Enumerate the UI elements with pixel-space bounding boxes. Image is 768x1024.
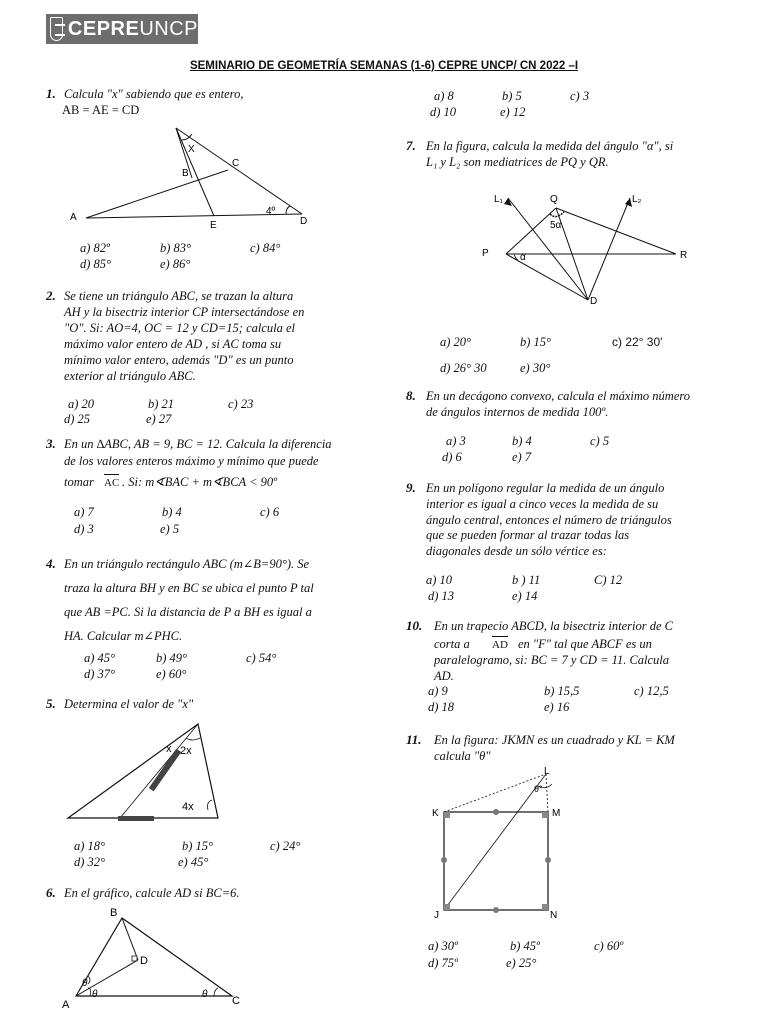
q6-fig-A: A <box>62 999 70 1011</box>
q4-number: 4. <box>46 556 56 571</box>
q2-opt-b: b) 21 <box>148 397 175 411</box>
q5-line-1: Determina el valor de "x" <box>64 697 194 711</box>
q11-fig-theta: θ° <box>534 784 543 794</box>
q9-opt-a: a) 10 <box>426 573 453 587</box>
q11-fig-L: L <box>544 766 550 777</box>
q5-opt-e: e) 45° <box>178 855 209 869</box>
q9-number: 9. <box>406 480 416 495</box>
q5-opt-a: a) 18° <box>74 839 106 853</box>
q9-opt-b: b ) 11 <box>512 573 541 587</box>
q9-opt-e: e) 14 <box>512 589 538 603</box>
q8-opt-c: c) 5 <box>590 434 610 448</box>
q4-opt-b: b) 49° <box>156 651 188 665</box>
q4-line-2: traza la altura BH y en BC se ubica el punto P tal <box>64 581 314 595</box>
q7-fig-Q: Q <box>550 194 558 205</box>
q2-line-5: mínimo valor entero, además "D" es un punto <box>64 353 294 367</box>
q3-line-3b: . Si: m∢BAC + m∢BCA < 90º <box>122 475 277 489</box>
q9-opt-d: d) 13 <box>428 589 455 603</box>
q9-line-5: diagonales desde un sólo vértice es: <box>426 544 607 558</box>
q9-line-3: ángulo central, entonces el número de triángulos <box>426 513 672 527</box>
q4-opt-e: e) 60° <box>156 667 187 681</box>
q2-number: 2. <box>46 288 56 303</box>
q6-opt-b: b) 5 <box>502 89 522 103</box>
q2-line-3: "O". Si: AO=4, OC = 12 y CD=15; calcula el <box>64 321 296 335</box>
q1-number: 1. <box>46 86 56 101</box>
q7-fig-alpha: α <box>520 252 526 263</box>
q8-opt-e: e) 7 <box>512 450 532 464</box>
q7-figure <box>480 190 695 320</box>
q1-fig-B: B <box>182 168 189 179</box>
q7-fig-D: D <box>590 296 598 307</box>
q8-opt-a: a) 3 <box>446 434 466 448</box>
q2-line-1: Se tiene un triángulo ABC, se trazan la altura <box>64 289 294 303</box>
q1-text-2: AB = AE = CD <box>62 103 140 117</box>
q7-line-2: L₁ y L₂ son mediatrices de PQ y QR. <box>426 155 609 169</box>
q3-opt-a: a) 7 <box>74 505 94 519</box>
q10-opt-a: a) 9 <box>428 684 448 698</box>
q5-number: 5. <box>46 696 56 711</box>
q10-opt-b: b) 15,5 <box>544 684 580 698</box>
q6-figure <box>56 904 256 1016</box>
q9-opt-c: C) 12 <box>594 573 623 587</box>
q10-number: 10. <box>406 618 423 633</box>
q2-line-2: AH y la bisectriz interior CP intersectándose en <box>64 305 305 319</box>
q10-segment-ad: AD <box>492 636 508 653</box>
q11-fig-N: N <box>550 910 558 921</box>
q4-line-4: HA. Calcular m∠PHC. <box>64 629 183 643</box>
q1-opt-b: b) 83° <box>160 241 192 255</box>
q11-opt-e: e) 25° <box>506 956 537 970</box>
q4-opt-d: d) 37° <box>84 667 116 681</box>
q11-line-2: calcula "θ" <box>434 749 491 763</box>
q6-fig-theta-2: θ <box>92 989 98 1000</box>
q7-fig-5a: 5α <box>550 220 562 231</box>
q10-line-2b: en "F" tal que ABCF es un <box>518 637 652 651</box>
q7-fig-R: R <box>680 250 688 261</box>
q11-figure <box>428 762 578 922</box>
q2-opt-c: c) 23 <box>228 397 254 411</box>
q8-line-1: En un decágono convexo, calcula el máximo número <box>426 389 691 403</box>
q11-fig-M: M <box>552 808 561 819</box>
q1-fig-angle: 4º <box>266 206 276 217</box>
q10-line-1: En un trapecio ABCD, la bisectriz interior de C <box>434 619 673 633</box>
q1-opt-a: a) 82º <box>80 241 110 255</box>
q8-number: 8. <box>406 388 416 403</box>
q8-opt-b: b) 4 <box>512 434 532 448</box>
q1-figure <box>64 122 324 232</box>
page-title: SEMINARIO DE GEOMETRÍA SEMANAS (1-6) CEPRE UNCP/ CN 2022 –I <box>189 60 579 72</box>
q6-number: 6. <box>46 885 56 900</box>
q8-opt-d: d) 6 <box>442 450 462 464</box>
q3-opt-c: c) 6 <box>260 505 280 519</box>
q3-opt-e: e) 5 <box>160 522 180 536</box>
q5-fig-4x: 4x <box>182 801 194 813</box>
q11-number: 11. <box>406 732 422 747</box>
q5-opt-d: d) 32° <box>74 855 106 869</box>
q7-fig-L2: L₂ <box>632 194 642 205</box>
q11-fig-K: K <box>432 808 439 819</box>
q6-opt-d: d) 10 <box>430 105 457 119</box>
q5-fig-2x: 2x <box>180 745 192 757</box>
q5-opt-b: b) 15° <box>182 839 214 853</box>
q6-fig-C: C <box>232 995 240 1007</box>
q11-fig-J: J <box>434 910 439 921</box>
q1-opt-c: c) 84° <box>250 241 281 255</box>
q4-opt-a: a) 45° <box>84 651 116 665</box>
q3-line-3a: tomar <box>64 475 94 489</box>
q7-opt-a: a) 20° <box>440 335 472 349</box>
shield-icon <box>50 17 63 41</box>
q7-line-1: En la figura, calcula la medida del ángulo "α", si <box>426 139 674 153</box>
q4-line-1: En un triángulo rectángulo ABC (m∠B=90°). Se <box>64 557 310 571</box>
q1-opt-e: e) 86° <box>160 257 191 271</box>
q3-line-2: de los valores enteros máximo y mínimo que puede <box>64 454 319 468</box>
q1-text-1: Calcula "x" sabiendo que es entero, <box>64 87 244 101</box>
cepre-logo <box>46 14 198 44</box>
q3-line-1: En un ∆ABC, AB = 9, BC = 12. Calcula la diferencia <box>64 437 332 451</box>
q11-opt-a: a) 30º <box>428 939 458 953</box>
q1-fig-D: D <box>300 216 308 227</box>
q8-line-2: de ángulos internos de medida 100º. <box>426 405 609 419</box>
q11-opt-d: d) 75º <box>428 956 458 970</box>
q3-opt-b: b) 4 <box>162 505 182 519</box>
q6-fig-D: D <box>140 955 148 967</box>
q10-line-2a: corta a <box>434 637 470 651</box>
q7-opt-c: c) 22° 30' <box>612 335 663 349</box>
q11-opt-b: b) 45º <box>510 939 540 953</box>
q5-opt-c: c) 24° <box>270 839 301 853</box>
q2-line-4: máximo valor entero de AD , si AC toma su <box>64 337 282 351</box>
q6-fig-theta-3: θ <box>202 989 208 1000</box>
q4-line-3: que AB =PC. Si la distancia de P a BH es igual a <box>64 605 312 619</box>
q2-opt-e: e) 27 <box>146 412 172 426</box>
q7-fig-P: P <box>482 248 489 259</box>
q2-opt-d: d) 25 <box>64 412 91 426</box>
q6-opt-c: c) 3 <box>570 89 590 103</box>
logo-text: CEPREUNCP <box>67 17 198 40</box>
q6-line-1: En el gráfico, calcule AD si BC=6. <box>64 886 240 900</box>
q9-line-4: que se pueden formar al trazar todas las <box>426 528 630 542</box>
q1-fig-E: E <box>210 220 217 231</box>
q5-figure <box>60 716 230 828</box>
q1-fig-A: A <box>70 212 77 223</box>
q3-opt-d: d) 3 <box>74 522 94 536</box>
q10-line-3: paralelogramo, si: BC = 7 y CD = 11. Calcula <box>434 653 670 667</box>
q10-line-4: AD. <box>434 669 454 683</box>
q6-opt-e: e) 12 <box>500 105 526 119</box>
q1-opt-d: d) 85° <box>80 257 112 271</box>
q5-fig-x: x <box>166 743 172 755</box>
q11-line-1: En la figura: JKMN es un cuadrado y KL = KM <box>434 733 675 747</box>
q7-opt-b: b) 15° <box>520 335 552 349</box>
q7-opt-e: e) 30° <box>520 361 551 375</box>
q7-number: 7. <box>406 138 416 153</box>
q10-opt-d: d) 18 <box>428 700 455 714</box>
q4-opt-c: c) 54° <box>246 651 277 665</box>
q7-opt-d: d) 26° 30 <box>440 361 487 375</box>
q3-number: 3. <box>46 436 56 451</box>
q2-opt-a: a) 20 <box>68 397 95 411</box>
q3-segment-ac: AC <box>104 474 119 491</box>
q9-line-2: interior es igual a cinco veces la medida de su <box>426 497 659 511</box>
q1-fig-x: X <box>188 144 195 155</box>
q6-opt-a: a) 8 <box>434 89 454 103</box>
q9-line-1: En un polígono regular la medida de un ángulo <box>426 481 665 495</box>
q11-opt-c: c) 60º <box>594 939 624 953</box>
q2-line-6: exterior al triángulo ABC. <box>64 369 196 383</box>
q7-fig-L1: L₁ <box>494 194 503 205</box>
q6-fig-theta-1: θ <box>82 978 88 989</box>
q10-opt-c: c) 12,5 <box>634 684 669 698</box>
q1-fig-C: C <box>232 158 240 169</box>
q10-opt-e: e) 16 <box>544 700 570 714</box>
q6-fig-B: B <box>110 907 118 919</box>
